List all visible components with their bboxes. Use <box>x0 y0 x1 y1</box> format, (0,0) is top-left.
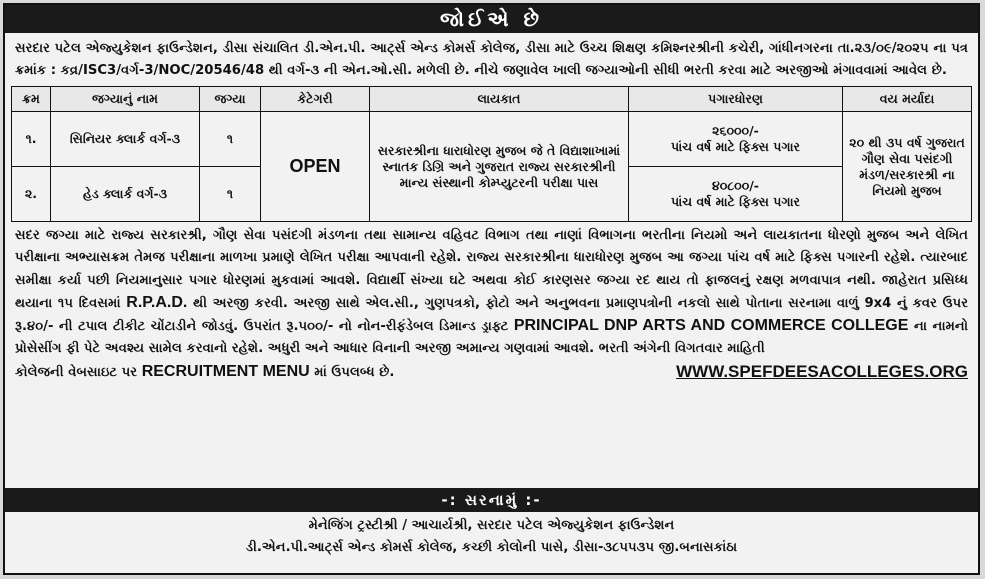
terms-text-4: કોલેજની વેબસાઇટ પર <box>15 364 138 380</box>
col-header-count: જગ્યા <box>200 87 261 112</box>
row-post-name: સિનિયર ક્લાર્ક વર્ગ-૩ <box>51 112 200 167</box>
recruitment-menu-text: RECRUITMENT MENU <box>141 362 310 380</box>
intro-paragraph: સરદાર પટેલ એજ્યુકેશન ફાઉન્ડેશન, ડીસા સંચાલિત ડી.એન.પી. આર્ટ્સ એન્ડ કોમર્સ કોલેજ, ડીસા માટે ઉચ્ચ શિક્ષણ કમિશ્નરશ્રીની કચેરી, ગાંધીનગરના તા.૨૩/૦૯/૨૦૨૫ ના પત્ર ક્રમાંક : કવ્ર/ISC3/વર્ગ-3/NOC/20546/48 થી વર્ગ-૩ ની એન.ઓ.સી. મળેલી છે. નીચે જણાવેલ ખાલી જગ્યાઓની સીધી ભરતી કરવા માટે અરજીઓ મંગાવવામાં આવેલ છે. <box>15 41 968 78</box>
pay-note: પાંચ વર્ષ માટે ફિક્સ પગાર <box>670 139 801 154</box>
row-no: ૨. <box>12 167 51 222</box>
address-line-1: મેનેજિંગ ટ્રસ્ટીશ્રી / આચાર્યશ્રી, સરદાર પટેલ એજ્યુકેશન ફાઉન્ડેશન <box>308 518 675 533</box>
terms-text-2: થી અરજી કરવી. અરજી સાથે એલ.સી., ગુણપત્રકો, ફોટો અને અનુભવના પ્રમાણપત્રોની નકલો સાથે પોતાના સરનામા વાળું 9x4 નું કવર ઉપર રૂ.૪૦/- ની ટપાલ ટીકીટ ચોંટાડીને જોડવું. ઉપરાંત રૂ.૫૦૦/- નો નોન-રીફંડેબલ ડિમાન્ડ ડ્રાફ્ટ <box>15 295 969 335</box>
col-header-no: ક્રમ <box>12 87 51 112</box>
vacancy-table <box>11 86 972 222</box>
row-pay <box>629 167 843 222</box>
rpad-text: R.P.A.D. <box>126 293 188 311</box>
row-post-name: હેડ ક્લાર્ક વર્ગ-૩ <box>51 167 200 222</box>
website-link[interactable]: WWW.SPEFDEESACOLLEGES.ORG <box>676 361 968 381</box>
row-pay <box>629 112 843 167</box>
terms-paragraph <box>5 222 978 384</box>
address-block <box>5 515 978 559</box>
terms-text-3: ના નામનો પ્રોસેસીંગ ફી પેટે અવશ્ય સામેલ કરવાનો રહેશે. અધુરી અને આધાર વિનાની અરજી અમાન્ય ગણવામાં આવશે. ભરતી અંગેની વિગતવાર માહિતી <box>15 319 969 357</box>
col-header-qualification: લાયકાત <box>370 87 629 112</box>
qualification-cell: સરકારશ્રીના ધારાધોરણ મુજબ જે તે વિદ્યાશાખામાં સ્નાતક ડિગ્રિ અને ગુજરાત રાજ્ય સરકારશ્રીની માન્ય સંસ્થાની કોમ્પ્યુટરની પરીક્ષા પાસ <box>370 112 629 222</box>
col-header-category: કેટેગરી <box>261 87 370 112</box>
terms-text-5: માં ઉપલબ્ધ છે. <box>314 364 395 380</box>
table-row <box>12 112 972 167</box>
wanted-banner: જોઈએ છે <box>5 5 978 33</box>
col-header-age: વય મર્યાદા <box>843 87 972 112</box>
address-line-2: ડી.એન.પી.આર્ટ્સ એન્ડ કોમર્સ કોલેજ, કચ્છી કોલોની પાસે, ડીસા-૩૮૫૫૩૫ જી.બનાસકાંઠા <box>245 540 738 555</box>
pay-note: પાંચ વર્ષ માટે ફિક્સ પગાર <box>670 194 801 209</box>
website-line <box>15 361 968 384</box>
age-cell: ૨૦ થી ૩૫ વર્ષ ગુજરાત ગૌણ સેવા પસંદગી મંડળ/સરકારશ્રી ના નિયમો મુજબ <box>843 112 972 222</box>
pay-amount: ૨૬૦૦૦/- <box>712 123 759 138</box>
row-no: ૧. <box>12 112 51 167</box>
row-count: ૧ <box>200 112 261 167</box>
table-header-row <box>12 87 972 112</box>
col-header-pay: પગારધોરણ <box>629 87 843 112</box>
pay-amount: ૪૦૮૦૦/- <box>712 178 759 193</box>
row-count: ૧ <box>200 167 261 222</box>
col-header-post: જગ્યાનું નામ <box>51 87 200 112</box>
terms-text-1: સદર જગ્યા માટે રાજ્ય સરકારશ્રી, ગૌણ સેવા પસંદગી મંડળના તથા સામાન્ય વહિવટ વિભાગ તથા નાણાં વિભાગના ભરતીના નિયમો અને લાયકાતના ધોરણો મુજબ અને લેખિત પરીક્ષાના અભ્યાસક્રમ તેમજ પરીક્ષાના માળખા પ્રમાણે લેખિત પરીક્ષા આપવાની રહેશે. રાજ્ય સરકારશ્રીના ધારાધોરણ મુજબ આ જગ્યા પાંચ વર્ષ માટે ફિક્સ પગારની રહેશે. ત્યારબાદ સમીક્ષા કર્યા પછી નિયમાનુસાર પગાર ધોરણમાં મુકવામાં આવશે. વિદ્યાર્થી સંખ્યા ઘટે અથવા કોઈ કારણસર જગ્યા રદ થાય તો ફાજલનું રક્ષણ મળવાપાત્ર નથી. જાહેરાત પ્રસિધ્ધ થયાના ૧૫ દિવસમાં <box>15 228 968 311</box>
address-banner: -: સરનામું :- <box>5 488 978 512</box>
college-name: PRINCIPAL DNP ARTS AND COMMERCE COLLEGE <box>513 317 909 335</box>
category-cell: OPEN <box>261 112 370 222</box>
advertisement <box>3 3 980 575</box>
